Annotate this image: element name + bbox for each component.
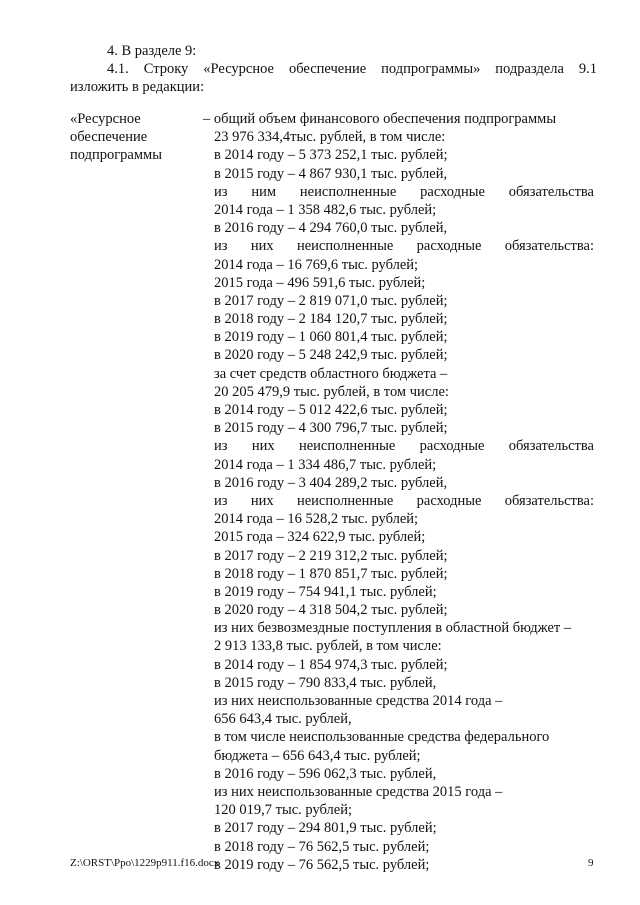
funding-line: в 2016 году – 4 294 760,0 тыс. рублей, (214, 220, 448, 237)
funding-line: в 2015 году – 4 300 796,7 тыс. рублей; (214, 420, 448, 437)
funding-line: 656 643,4 тыс. рублей, (214, 711, 352, 728)
funding-line: в 2016 году – 3 404 289,2 тыс. рублей, (214, 474, 448, 491)
funding-line: 23 976 334,4тыс. рублей, в том числе: (214, 129, 446, 146)
funding-line: в 2015 году – 790 833,4 тыс. рублей, (214, 674, 437, 691)
funding-details (214, 110, 594, 874)
funding-line: из них неисполненные расходные обязательства: (214, 238, 594, 255)
funding-line: из ним неисполненные расходные обязательства (214, 183, 594, 200)
funding-line: бюджета – 656 643,4 тыс. рублей; (214, 747, 421, 764)
page-number: 9 (588, 857, 594, 869)
funding-line: в 2016 году – 596 062,3 тыс. рублей, (214, 765, 437, 782)
funding-line: в 2018 году – 2 184 120,7 тыс. рублей; (214, 311, 448, 328)
section-heading: 4. В разделе 9: (107, 43, 197, 59)
content-spacer (214, 110, 594, 128)
funding-line: 120 019,7 тыс. рублей; (214, 802, 352, 819)
content-first-line: – общий объем финансового обеспечения подпрограммы (203, 111, 557, 127)
funding-line: в 2018 году – 1 870 851,7 тыс. рублей; (214, 565, 448, 582)
funding-line: за счет средств областного бюджета – (214, 365, 448, 382)
funding-line: в 2018 году – 76 562,5 тыс. рублей; (214, 838, 430, 855)
funding-line: в 2019 году – 754 941,1 тыс. рублей; (214, 583, 437, 600)
funding-line: в 2019 году – 76 562,5 тыс. рублей; (214, 856, 430, 873)
amendment-instruction-cont: изложить в редакции: (70, 79, 205, 95)
funding-line: в 2014 году – 1 854 974,3 тыс. рублей; (214, 656, 448, 673)
footer-file-path: Z:\ORST\Ppo\1229p911.f16.docx (70, 857, 220, 869)
funding-line: в 2017 году – 294 801,9 тыс. рублей; (214, 820, 437, 837)
funding-line: из них неиспользованные средства 2014 года – (214, 693, 503, 709)
funding-line: в 2014 году – 5 012 422,6 тыс. рублей; (214, 402, 448, 418)
row-label-line: подпрограммы (70, 147, 162, 164)
funding-line: в 2020 году – 5 248 242,9 тыс. рублей; (214, 347, 448, 364)
funding-line: в том числе неиспользованные средства федерального (214, 729, 550, 746)
funding-line: 2014 года – 1 358 482,6 тыс. рублей; (214, 201, 437, 218)
funding-line: из них неисполненные расходные обязательства: (214, 492, 594, 509)
funding-line: из них безвозмездные поступления в областной бюджет – (214, 620, 572, 637)
row-label-line: «Ресурсное (70, 111, 141, 127)
funding-line: из них неиспользованные средства 2015 года – (214, 783, 503, 800)
funding-line: 2014 года – 16 528,2 тыс. рублей; (214, 511, 419, 528)
amendment-instruction: 4.1. Строку «Ресурсное обеспечение подпрограммы» подраздела 9.1 (107, 61, 597, 77)
funding-line: из них неисполненные расходные обязательства (214, 438, 594, 455)
row-label-line: обеспечение (70, 129, 148, 146)
funding-line: 2015 года – 324 622,9 тыс. рублей; (214, 529, 426, 546)
funding-line: 2014 года – 1 334 486,7 тыс. рублей; (214, 456, 437, 473)
funding-line: 2015 года – 496 591,6 тыс. рублей; (214, 274, 426, 291)
funding-line: в 2015 году – 4 867 930,1 тыс. рублей, (214, 165, 448, 182)
funding-line: в 2017 году – 2 819 071,0 тыс. рублей; (214, 292, 448, 309)
funding-line: в 2020 году – 4 318 504,2 тыс. рублей; (214, 602, 448, 619)
funding-line: 20 205 479,9 тыс. рублей, в том числе: (214, 383, 449, 400)
funding-line: 2014 года – 16 769,6 тыс. рублей; (214, 256, 419, 273)
funding-line: в 2017 году – 2 219 312,2 тыс. рублей; (214, 547, 448, 564)
row-label (70, 110, 200, 165)
funding-line: в 2019 году – 1 060 801,4 тыс. рублей; (214, 329, 448, 346)
funding-line: в 2014 году – 5 373 252,1 тыс. рублей; (214, 147, 448, 164)
funding-line: 2 913 133,8 тыс. рублей, в том числе: (214, 638, 442, 655)
